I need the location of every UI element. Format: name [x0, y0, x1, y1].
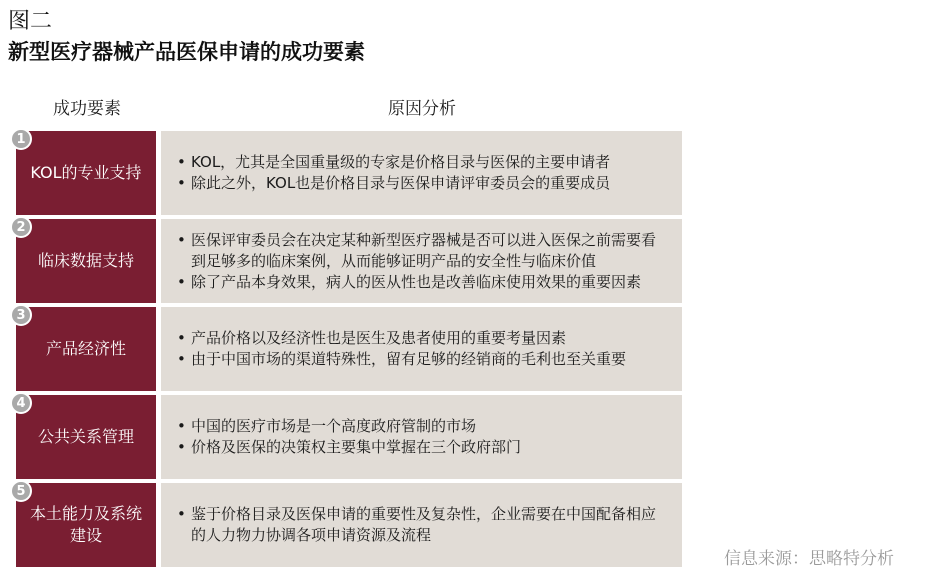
factor-row: [16, 395, 682, 479]
factor-row: [16, 483, 682, 567]
reason-box: [161, 395, 682, 479]
reason-item: • 价格及医保的决策权主要集中掌握在三个政府部门: [177, 437, 521, 458]
factor-label: 产品经济性: [45, 339, 126, 358]
reason-list: [177, 504, 670, 546]
factor-row: [16, 307, 682, 391]
reason-item: • KOL，尤其是全国重量级的专家是价格目录与医保的主要申请者: [177, 152, 610, 173]
factor-box: [16, 219, 156, 303]
factor-box: [16, 395, 156, 479]
factor-row: [16, 131, 682, 215]
row-number-badge: 2: [10, 216, 32, 238]
reason-item: • 中国的医疗市场是一个高度政府管制的市场: [177, 416, 521, 437]
row-number-badge: 5: [10, 480, 32, 502]
factor-label: KOL的专业支持: [30, 163, 142, 182]
factor-box: [16, 131, 156, 215]
figure-title: 新型医疗器械产品医保申请的成功要素: [8, 39, 365, 64]
reason-list: [177, 152, 610, 194]
reason-item: • 医保评审委员会在决定某种新型医疗器械是否可以进入医保之前需要看到足够多的临床案例，从而能够证明产品的安全性与临床价值: [177, 230, 670, 272]
reason-box: [161, 483, 682, 567]
reason-list: [177, 230, 670, 293]
source-note: 信息来源：思略特分析: [724, 549, 894, 569]
factor-label: 本土能力及系统建设: [29, 504, 142, 545]
row-number-badge: 1: [10, 128, 32, 150]
factor-label: 公共关系管理: [37, 427, 134, 446]
factor-label: 临床数据支持: [37, 251, 134, 270]
factor-box: [16, 307, 156, 391]
reason-list: [177, 328, 626, 370]
reason-list: [177, 416, 521, 458]
reason-item: • 由于中国市场的渠道特殊性，留有足够的经销商的毛利也至关重要: [177, 349, 626, 370]
factor-row: [16, 219, 682, 303]
reason-item: • 鉴于价格目录及医保申请的重要性及复杂性，企业需要在中国配备相应的人力物力协调各项申请资源及流程: [177, 504, 670, 546]
column-header-reason: 原因分析: [388, 99, 456, 119]
reason-box: [161, 131, 682, 215]
reason-box: [161, 307, 682, 391]
column-header-factor: 成功要素: [53, 99, 121, 119]
row-number-badge: 3: [10, 304, 32, 326]
reason-item: • 产品价格以及经济性也是医生及患者使用的重要考量因素: [177, 328, 626, 349]
reason-box: [161, 219, 682, 303]
reason-item: • 除了产品本身效果，病人的医从性也是改善临床使用效果的重要因素: [177, 272, 670, 293]
row-number-badge: 4: [10, 392, 32, 414]
reason-item: • 除此之外，KOL也是价格目录与医保申请评审委员会的重要成员: [177, 173, 610, 194]
factor-box: [16, 483, 156, 567]
figure-label: 图二: [8, 9, 53, 34]
